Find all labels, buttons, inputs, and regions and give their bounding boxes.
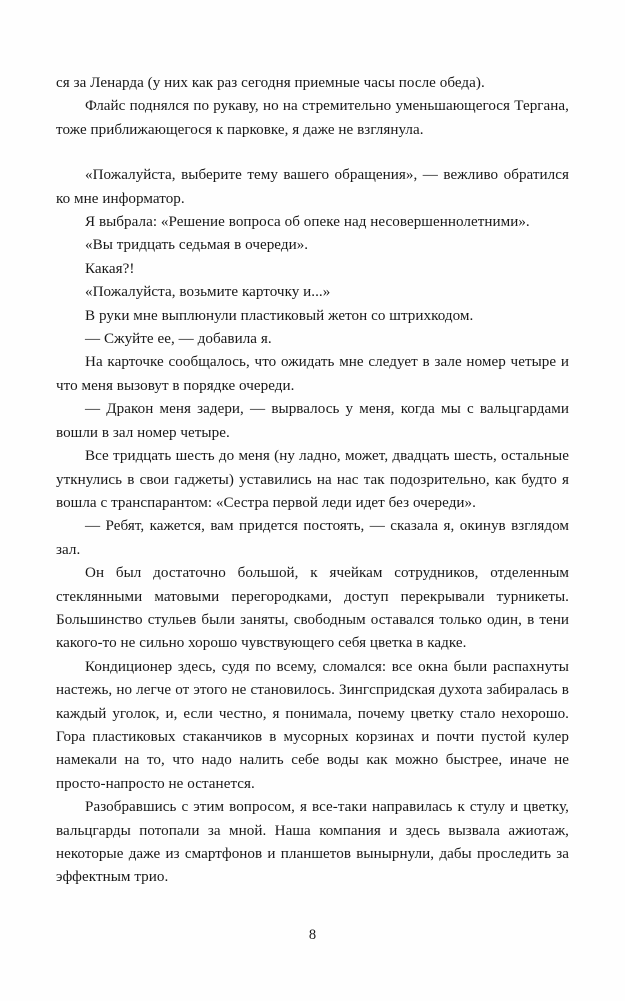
- paragraph-spacer: [56, 142, 569, 164]
- paragraph: Я выбрала: «Решение вопроса об опеке над несовершеннолетними».: [85, 214, 530, 231]
- paragraph: «Пожалуйста, выберите тему вашего обращения», — вежливо обратился ко мне информатор.: [56, 167, 569, 207]
- paragraph: «Пожалуйста, возьмите карточку и...»: [85, 284, 331, 301]
- paragraph: На карточке сообщалось, что ожидать мне следует в зале номер четыре и что меня вызовут в порядке очереди.: [56, 354, 569, 394]
- paragraph: Флайс поднялся по рукаву, но на стремительно уменьшающегося Тергана, тоже приближающегося к парковке, я даже не взглянула.: [56, 98, 569, 138]
- paragraph: ся за Ленарда (у них как раз сегодня приемные часы после обеда).: [56, 75, 485, 91]
- page-number: 8: [308, 927, 317, 943]
- paragraph: Все тридцать шесть до меня (ну ладно, может, двадцать шесть, остальные уткнулись в свои гаджеты) уставились на нас так подозрительно, как будто я вошла с транспарантом: «Сестра первой леди идет без очереди».: [56, 448, 569, 511]
- paragraph: Кондиционер здесь, судя по всему, сломался: все окна были распахнуты настежь, но легче от этого не становилось. Зингспридская духота забиралась в каждый уголок, и, если честно, я понимала, почему цветку стало нехорошо. Гора пластиковых стаканчиков в мусорных корзинах и почти пустой кулер намекали на то, что надо налить себе воды как можно быстрее, иначе не просто-напросто не останется.: [56, 658, 569, 792]
- paragraph: В руки мне выплюнули пластиковый жетон со штрихкодом.: [85, 307, 474, 324]
- page-text-body: [56, 72, 569, 890]
- paragraph: Он был достаточно большой, к ячейкам сотрудников, отделенным стеклянными матовыми перегородками, доступ перекрывали турникеты. Большинство стульев были заняты, свободным оставался только один, в тени какого-то не сильно хорошо чувствующего себя цветка в кадке.: [56, 565, 569, 652]
- paragraph: — Дракон меня задери, — вырвалось у меня, когда мы с вальцгардами вошли в зал номер четыре.: [56, 401, 569, 441]
- paragraph: — Сжуйте ее, — добавила я.: [85, 331, 272, 348]
- paragraph: «Вы тридцать седьмая в очереди».: [85, 237, 309, 254]
- paragraph: Какая?!: [85, 260, 135, 277]
- paragraph: — Ребят, кажется, вам придется постоять, — сказала я, окинув взглядом зал.: [56, 518, 569, 558]
- paragraph: Разобравшись с этим вопросом, я все-таки направилась к стулу и цветку, вальцгарды потопали за мной. Наша компания и здесь вызвала ажиотаж, некоторые даже из смартфонов и планшетов вынырнули, дабы проследить за эффектным трио.: [56, 799, 569, 886]
